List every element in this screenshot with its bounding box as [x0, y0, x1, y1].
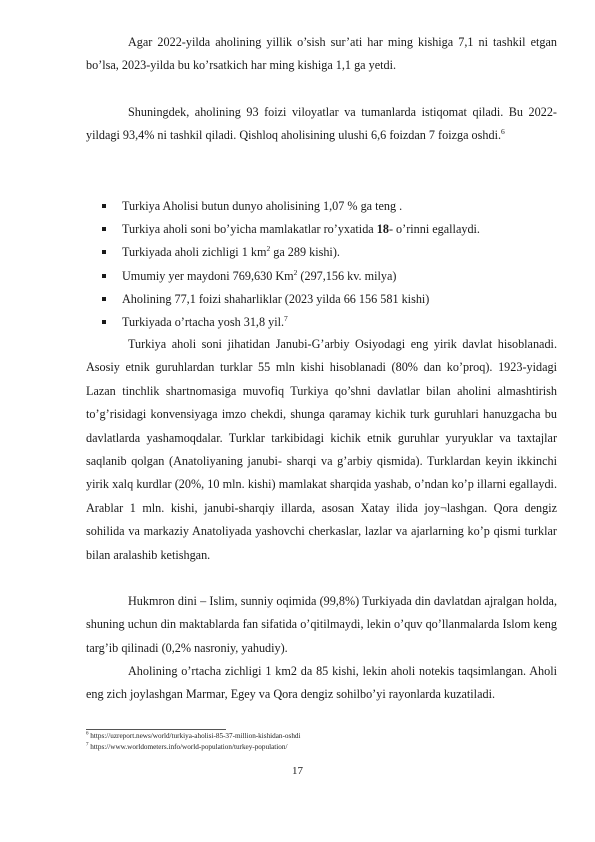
- paragraph-religion: [86, 590, 557, 660]
- paragraph-text: Aholining o’rtacha zichligi 1 km2 da 85 kishi, lekin aholi notekis taqsimlangan. Aholi eng zich joylashgan Marmar, Egey va Qora dengiz sohilbo’yi rayonlarda kuzatiladi.: [86, 664, 557, 702]
- footnote-divider: [86, 729, 226, 730]
- bullet-icon: [102, 227, 106, 231]
- list-item-text: Turkiya Aholisi butun dunyo aholisining 1,07 % ga teng .: [122, 199, 403, 213]
- paragraph-text: Hukmron dini – Islim, sunniy oqimida (99,8%) Turkiyada din davlatdan ajralgan holda, shuning uchun din maktablarda fan sifatida o’qitilmaydi, lekin o’quv qo’llanmalarda Islom keng targ’ib qilinadi (0,2% nasroniy, yahudiy).: [86, 594, 557, 655]
- paragraph-growth-rate: [86, 31, 557, 78]
- footnote-link[interactable]: https://www.worldometers.info/world-population/turkey-population/: [88, 743, 288, 751]
- list-item: [86, 265, 557, 288]
- paragraph-text: Shuningdek, aholining 93 foizi viloyatlar va tumanlarda istiqomat qiladi. Bu 2022-yildagi 93,4% ni tashkil qiladi. Qishloq aholisining ulushi 6,6 foizdan 7 foizga oshdi.: [86, 105, 557, 143]
- footnote-link[interactable]: https://uzreport.news/world/turkiya-aholisi-85-37-million-kishidan-oshdi: [88, 732, 301, 740]
- facts-list: [86, 195, 557, 334]
- superscript: 2: [293, 267, 298, 277]
- bullet-icon: [102, 320, 106, 324]
- list-item-text: ga 289 kishi).: [270, 245, 340, 260]
- list-item: [86, 241, 557, 264]
- bullet-icon: [102, 204, 106, 208]
- footnote-ref[interactable]: 7: [284, 313, 288, 323]
- list-item-text: Aholining 77,1 foizi shaharliklar (2023 yilda 66 156 581 kishi): [122, 291, 430, 306]
- bullet-icon: [102, 297, 106, 301]
- paragraph-density: [86, 660, 557, 707]
- bullet-icon: [102, 250, 106, 254]
- bullet-icon: [102, 274, 106, 278]
- paragraph-urban-share: [86, 101, 557, 148]
- superscript: 2: [266, 244, 271, 254]
- footnote: [86, 742, 287, 752]
- list-item-text: Turkiyada aholi zichligi 1 km: [122, 245, 267, 260]
- paragraph-text: Agar 2022-yilda aholining yillik o’sish sur’ati har ming kishiga 7,1 ni tashkil etgan bo’lsa, 2023-yilda bu ko’rsatkich har ming kishiga 1,1 ga yetdi.: [86, 35, 557, 73]
- paragraph-text: Turkiya aholi soni jihatidan Janubi-G’arbiy Osiyodagi eng yirik davlat hisoblanadi. Asosiy etnik guruhlardan turklar 55 mln kishi hisoblanadi (80% dan ko’proq). 1923-yidagi Lazan tinchlik shartnomasiga muvofiq Turkiya qo’shni davlatlar bilan aholini almashtirish to’g’risidagi konvensiyaga imzo chekdi, shunga qaramay kichik turk guruhlari hanuzgacha bu davlatlarda yashamoqdalar. Turklar tarkibidagi kichik etnik guruhlar yuryuklar va taxtajlar saqlanib qolgan (Anatoliyaning janubi- sharqi va g’arbiy qismida). Turklardan keyin ikkinchi yirik xalq kurdlar (20%, 10 mln. kishi) mamlakat sharqida yashab, o’ndan ko’p illarni egallaydi. Arablar 1 mln. kishi, janubi-sharqiy illarda, asosan Xatay ilida joy¬lashgan. Qora dengiz sohilida va markaziy Anatoliyada yashovchi cherkaslar, lazlar va ajarlarning ko’p qismi turklar bilan aralashib ketishgan.: [86, 337, 557, 562]
- footnote-number: 7: [86, 742, 89, 748]
- list-item-text: - o’rinni egallaydi.: [388, 222, 480, 237]
- list-item-text: Turkiya aholi soni bo’yicha mamlakatlar ro’yxatida: [122, 222, 377, 237]
- page-number: 17: [292, 765, 303, 777]
- paragraph-ethnic-groups: [86, 333, 557, 567]
- footnote-ref[interactable]: 6: [501, 127, 505, 137]
- footnote-number: 6: [86, 731, 89, 737]
- rank-value: 18: [376, 222, 389, 237]
- footnote: [86, 731, 301, 741]
- list-item: [86, 218, 557, 241]
- list-item: [86, 195, 557, 218]
- list-item-text: (297,156 kv. milya): [297, 268, 397, 283]
- list-item-text: Umumiy yer maydoni 769,630 Km: [122, 268, 294, 283]
- list-item: [86, 288, 557, 311]
- list-item-text: Turkiyada o’rtacha yosh 31,8 yil.: [122, 314, 285, 329]
- list-item: [86, 311, 557, 334]
